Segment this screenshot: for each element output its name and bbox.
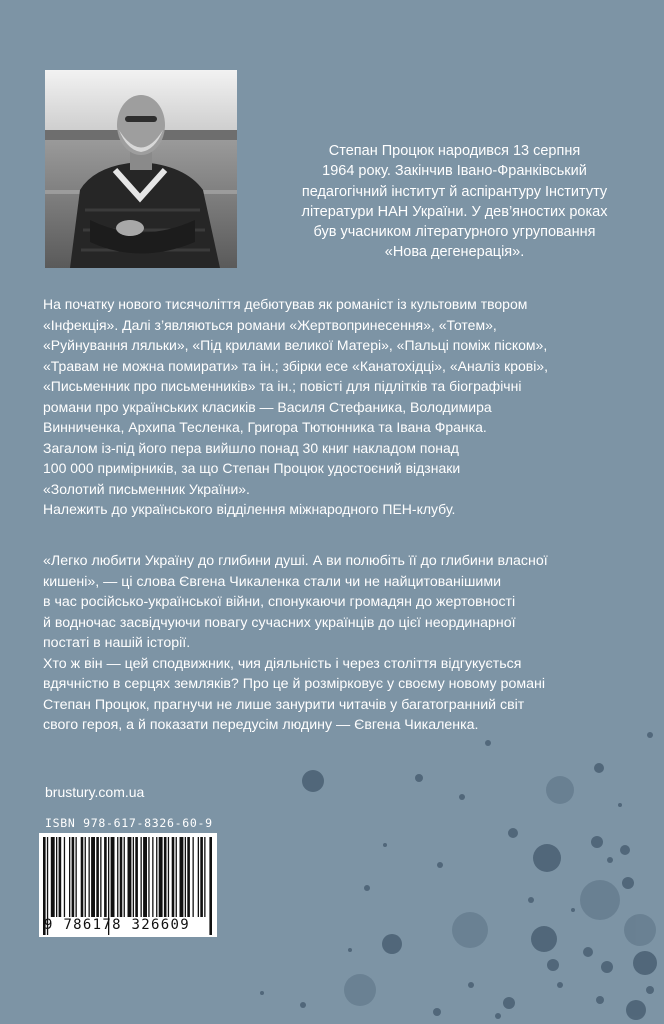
synopsis-line: свого героя, а й показати передусім людину — Євгена Чикаленка. xyxy=(43,717,479,733)
synopsis-line: постаті в нашій історії. xyxy=(43,635,191,651)
synopsis-line: й водночас засвідчуючи повагу сучасних українців до цієї неординарної xyxy=(43,614,516,631)
bio-line: літератури НАН України. У дев’яностих роках xyxy=(301,203,608,220)
career-line: романи про українських класиків — Василя Стефаника, Володимира xyxy=(43,398,492,415)
career-line: Належить до українського відділення міжнародного ПЕН-клубу. xyxy=(43,501,456,517)
synopsis-line: вдячністю в серцях земляків? Про це й розмірковує у своєму новому романі xyxy=(43,676,545,692)
bio-line: 1964 року. Закінчив Івано-Франківський xyxy=(322,163,587,180)
bio-line: педагогічний інститут й аспірантуру Інституту xyxy=(301,183,608,200)
bio-line: «Нова дегенерація». xyxy=(384,244,525,261)
author-portrait-icon xyxy=(45,70,237,268)
author-photo xyxy=(45,70,237,268)
isbn-label: ISBN 978-617-8326-60-9 xyxy=(45,816,213,830)
career-line: На початку нового тисячоліття дебютував як романіст із культовим твором xyxy=(43,296,528,312)
publisher-url: brustury.com.ua xyxy=(45,784,145,800)
synopsis-paragraph xyxy=(43,551,633,736)
career-line: «Травам не можна помирати» та ін.; збірки есе «Канатохідці», «Аналіз крові», xyxy=(43,357,548,374)
career-line: 100 000 примірників, за що Степан Процюк удостоєний відзнаки xyxy=(43,460,461,476)
synopsis-line: Степан Процюк, прагнучи не лише занурити читачів у багатогранний світ xyxy=(43,696,525,713)
career-line: «Письменник про письменників» та ін.; повісті для підлітків та біографічні xyxy=(43,378,522,394)
author-bio xyxy=(262,141,647,263)
career-line: «Інфекція». Далі з’являються романи «Жертвопринесення», «Тотем», xyxy=(43,316,497,333)
career-paragraph xyxy=(43,294,633,520)
synopsis-line: в час російсько-української війни, спонукаючи громадян до жертовності xyxy=(43,594,516,610)
career-line: Загалом із-під його пера вийшло понад 30 книг накладом понад xyxy=(43,439,459,456)
career-line: «Руйнування ляльки», «Під крилами великої Матері», «Пальці поміж піском», xyxy=(43,337,548,353)
barcode-digits: 9 786178 326609 xyxy=(44,917,190,933)
career-line: «Золотий письменник України». xyxy=(43,480,250,497)
synopsis-line: Хто ж він — цей сподвижник, чия діяльність і через століття відгукується xyxy=(43,655,522,672)
bio-line: був учасником літературного угруповання xyxy=(313,224,596,241)
synopsis-line: кишені», — ці слова Євгена Чикаленка стали чи не найцитованішими xyxy=(43,573,502,590)
bio-line: Степан Процюк народився 13 серпня xyxy=(328,143,581,159)
synopsis-line: «Легко любити Україну до глибини душі. А ви полюбіть її до глибини власної xyxy=(43,553,548,569)
career-line: Винниченка, Архипа Тесленка, Григора Тютюнника та Івана Франка. xyxy=(43,419,487,435)
